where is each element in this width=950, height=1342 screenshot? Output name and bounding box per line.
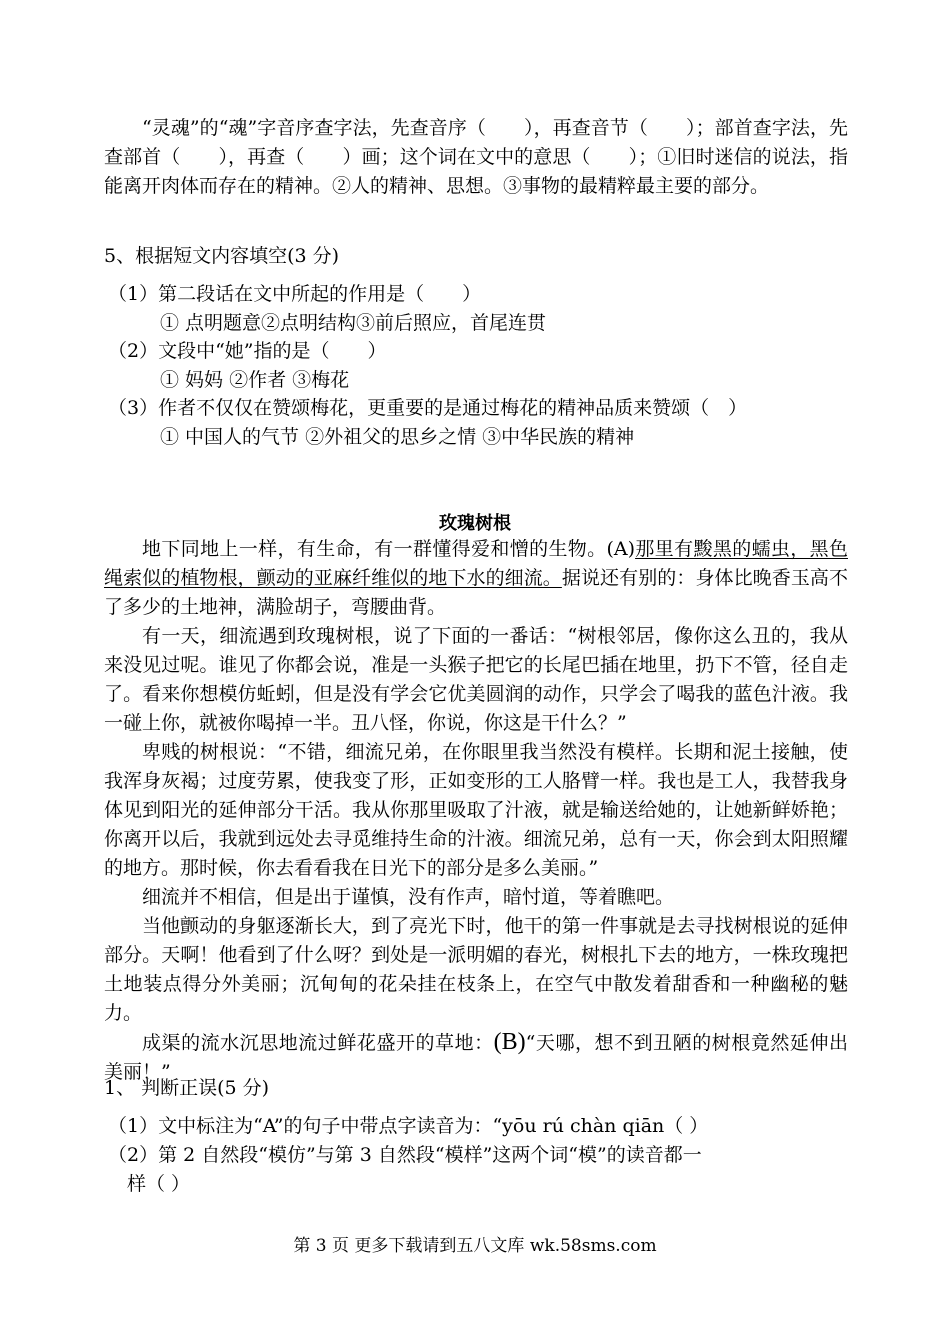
p1-text-before: 地下同地上一样，有生命，有一群懂得爱和憎的生物。(A)	[142, 538, 636, 560]
p1-text-after: 据说还有别的：身体比晚香玉高不了多少的土地神，满脸胡子，弯腰曲背。	[104, 567, 848, 618]
q5-item1-options: ① 点明题意②点明结构③前后照应，首尾连贯	[160, 312, 547, 334]
q1-item2-line1: （2）第 2 自然段“模仿”与第 3 自然段“模样”这两个词“模”的读音都一	[108, 1144, 702, 1166]
q5-item2-options: ① 妈妈 ②作者 ③梅花	[160, 369, 350, 391]
q1-heading: 1、 判断正误(5 分)	[104, 1077, 270, 1099]
story-title: 玫瑰树根	[439, 513, 511, 534]
story-paragraph-3: 卑贱的树根说：“不错，细流兄弟，在你眼里我当然没有模样。长期和泥土接触，使我浑身灰褐；过度劳累，使我变了形，正如变形的工人胳臂一样。我也是工人，我替我身体见到阳光的延伸部分干活。我从你那里吸取了汁液，就是输送给她的，让她新鲜娇艳；你离开以后，我就到远处去寻觅维持生命的汁液。细流兄弟，总有一天，你会到太阳照耀的地方。那时候，你去看看我在日光下的部分是多么美丽。”	[104, 741, 848, 879]
story-paragraph-4: 细流并不相信，但是出于谨慎，没有作声，暗忖道，等着瞧吧。	[142, 886, 675, 908]
q5-item3-question: （3）作者不仅仅在赞颂梅花，更重要的是通过梅花的精神品质来赞颂（ ）	[108, 397, 748, 419]
page-footer: 第 3 页 更多下载请到五八文库 wk.58sms.com	[293, 1236, 657, 1256]
story-paragraph-5: 当他颤动的身躯逐渐长大，到了亮光下时，他干的第一件事就是去寻找树根说的延伸部分。天啊！他看到了什么呀？到处是一派明媚的春光，树根扎下去的地方，一株玫瑰把土地装点得分外美丽；沉甸甸的花朵挂在枝条上，在空气中散发着甜香和一种幽秘的魅力。	[104, 915, 848, 1024]
marker-b: (B)	[493, 1029, 526, 1055]
q5-heading: 5、根据短文内容填空(3 分)	[104, 245, 340, 267]
story-paragraph-1	[104, 535, 848, 622]
p6-text-before: 成渠的流水沉思地流过鲜花盛开的草地：	[142, 1032, 494, 1054]
q1-item2-line2: 样（ ）	[127, 1173, 191, 1195]
story-paragraph-2: 有一天，细流遇到玫瑰树根，说了下面的一番话：“树根邻居，像你这么丑的，我从来没见过呢。谁见了你都会说，准是一头猴子把它的长尾巴插在地里，扔下不管，径自走了。看来你想模仿蚯蚓，但是没有学会它优美圆润的动作，只学会了喝我的蓝色汁液。我一碰上你，就被你喝掉一半。丑八怪，你说，你这是干什么？”	[104, 625, 848, 734]
q5-item2-question: （2）文段中“她”指的是（ ）	[108, 340, 387, 362]
q5-item1-question: （1）第二段话在文中所起的作用是（ ）	[108, 283, 482, 305]
p6-text-after: “天哪，想不到丑陋的树根竟然延伸出美丽！”	[104, 1032, 848, 1083]
pinyin-lookup-paragraph: “灵魂”的“魂”字音序查字法，先查音序（ ），再查音节（ ）；部首查字法，先查部首（ ），再查（ ）画；这个词在文中的意思（ ）；①旧时迷信的说法，指能离开肉体而存在的精神。②人的精神、思想。③事物的最精粹最主要的部分。	[104, 117, 848, 197]
q1-item1: （1）文中标注为“A”的句子中带点字读音为：“yōu rú chàn qiān（ ）	[108, 1115, 709, 1137]
story-body	[104, 535, 848, 1087]
q5-item3-options: ① 中国人的气节 ②外祖父的思乡之情 ③中华民族的精神	[160, 426, 635, 448]
sentence-a-underlined: 那里有黢黑的蠕虫，黑色绳索似的植物根，颤动的亚麻纤维似的地下水的细流。	[104, 538, 848, 589]
